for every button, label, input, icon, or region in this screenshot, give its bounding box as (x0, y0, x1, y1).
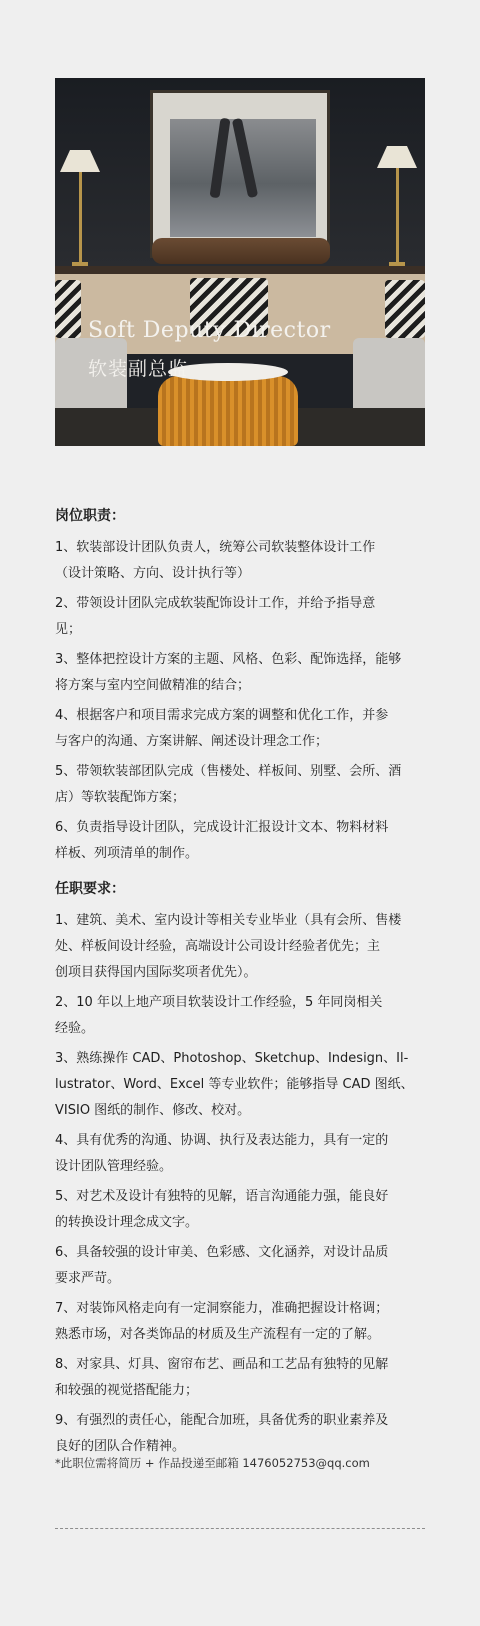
hero-title: Soft Deputy Director (88, 318, 331, 343)
application-footnote: *此职位需将简历 + 作品投递至邮箱 1476052753@qq.com (55, 1456, 370, 1470)
pillow-left (55, 280, 81, 338)
requirement-item: 5、对艺术及设计有独特的见解，语言沟通能力强，能良好 的转换设计理念成文字。 (55, 1189, 389, 1230)
duty-item: 6、负责指导设计团队，完成设计汇报设计文本、物料材料 样板、列项清单的制作。 (55, 820, 389, 861)
duty-item: 1、软装部设计团队负责人，统筹公司软装整体设计工作 （设计策略、方向、设计执行等） (55, 540, 376, 581)
requirement-item: 9、有强烈的责任心，能配合加班，具备优秀的职业素养及 良好的团队合作精神。 (55, 1413, 389, 1454)
duties-section (55, 505, 425, 871)
requirements-section (55, 878, 425, 1464)
framed-artwork (150, 90, 330, 258)
duty-item: 3、整体把控设计方案的主题、风格、色彩、配饰选择，能够 将方案与室内空间做精准的结合； (55, 652, 402, 693)
lamp-pole-right (396, 168, 399, 264)
lamp-base-right (389, 262, 405, 266)
rattan-side-table (158, 376, 298, 446)
requirement-item: 8、对家具、灯具、窗帘布艺、画品和工艺品有独特的见解 和较强的视觉搭配能力； (55, 1357, 389, 1398)
duty-item: 2、带领设计团队完成软装配饰设计工作，并给予指导意 见； (55, 596, 376, 637)
duty-item: 5、带领软装部团队完成（售楼处、样板间、别墅、会所、酒 店）等软装配饰方案； (55, 764, 402, 805)
lamp-pole-left (79, 172, 82, 264)
dashed-divider (55, 1528, 425, 1529)
hero-image (55, 78, 425, 446)
console-ledge (55, 266, 425, 274)
duties-heading: 岗位职责： (55, 508, 125, 524)
duty-item: 4、根据客户和项目需求完成方案的调整和优化工作，并参 与客户的沟通、方案讲解、阐述设计理念工作； (55, 708, 389, 749)
requirement-item: 1、建筑、美术、室内设计等相关专业毕业（具有会所、售楼 处、样板间设计经验，高端设计公司设计经验者优先；主 创项目获得国内国际奖项者优先）。 (55, 913, 402, 980)
requirement-item: 3、熟练操作 CAD、Photoshop、Sketchup、Indesign、Il- lustrator、Word、Excel 等专业软件；能够指导 CAD 图纸、 VISIO 图纸的制作、修改、校对。 (55, 1051, 414, 1118)
requirement-item: 2、10 年以上地产项目软装设计工作经验，5 年同岗相关 经验。 (55, 995, 383, 1036)
requirement-item: 6、具备较强的设计审美、色彩感、文化涵养，对设计品质 要求严苛。 (55, 1245, 389, 1286)
requirement-item: 7、对装饰风格走向有一定洞察能力，准确把握设计格调； 熟悉市场，对各类饰品的材质及生产流程有一定的了解。 (55, 1301, 389, 1342)
lamp-base-left (72, 262, 88, 266)
pillow-right (385, 280, 425, 338)
requirements-heading: 任职要求： (55, 881, 125, 897)
hero-subtitle: 软装副总监 (88, 358, 189, 380)
requirement-item: 4、具有优秀的沟通、协调、执行及表达能力，具有一定的 设计团队管理经验。 (55, 1133, 389, 1174)
wood-sculpture (152, 238, 330, 264)
